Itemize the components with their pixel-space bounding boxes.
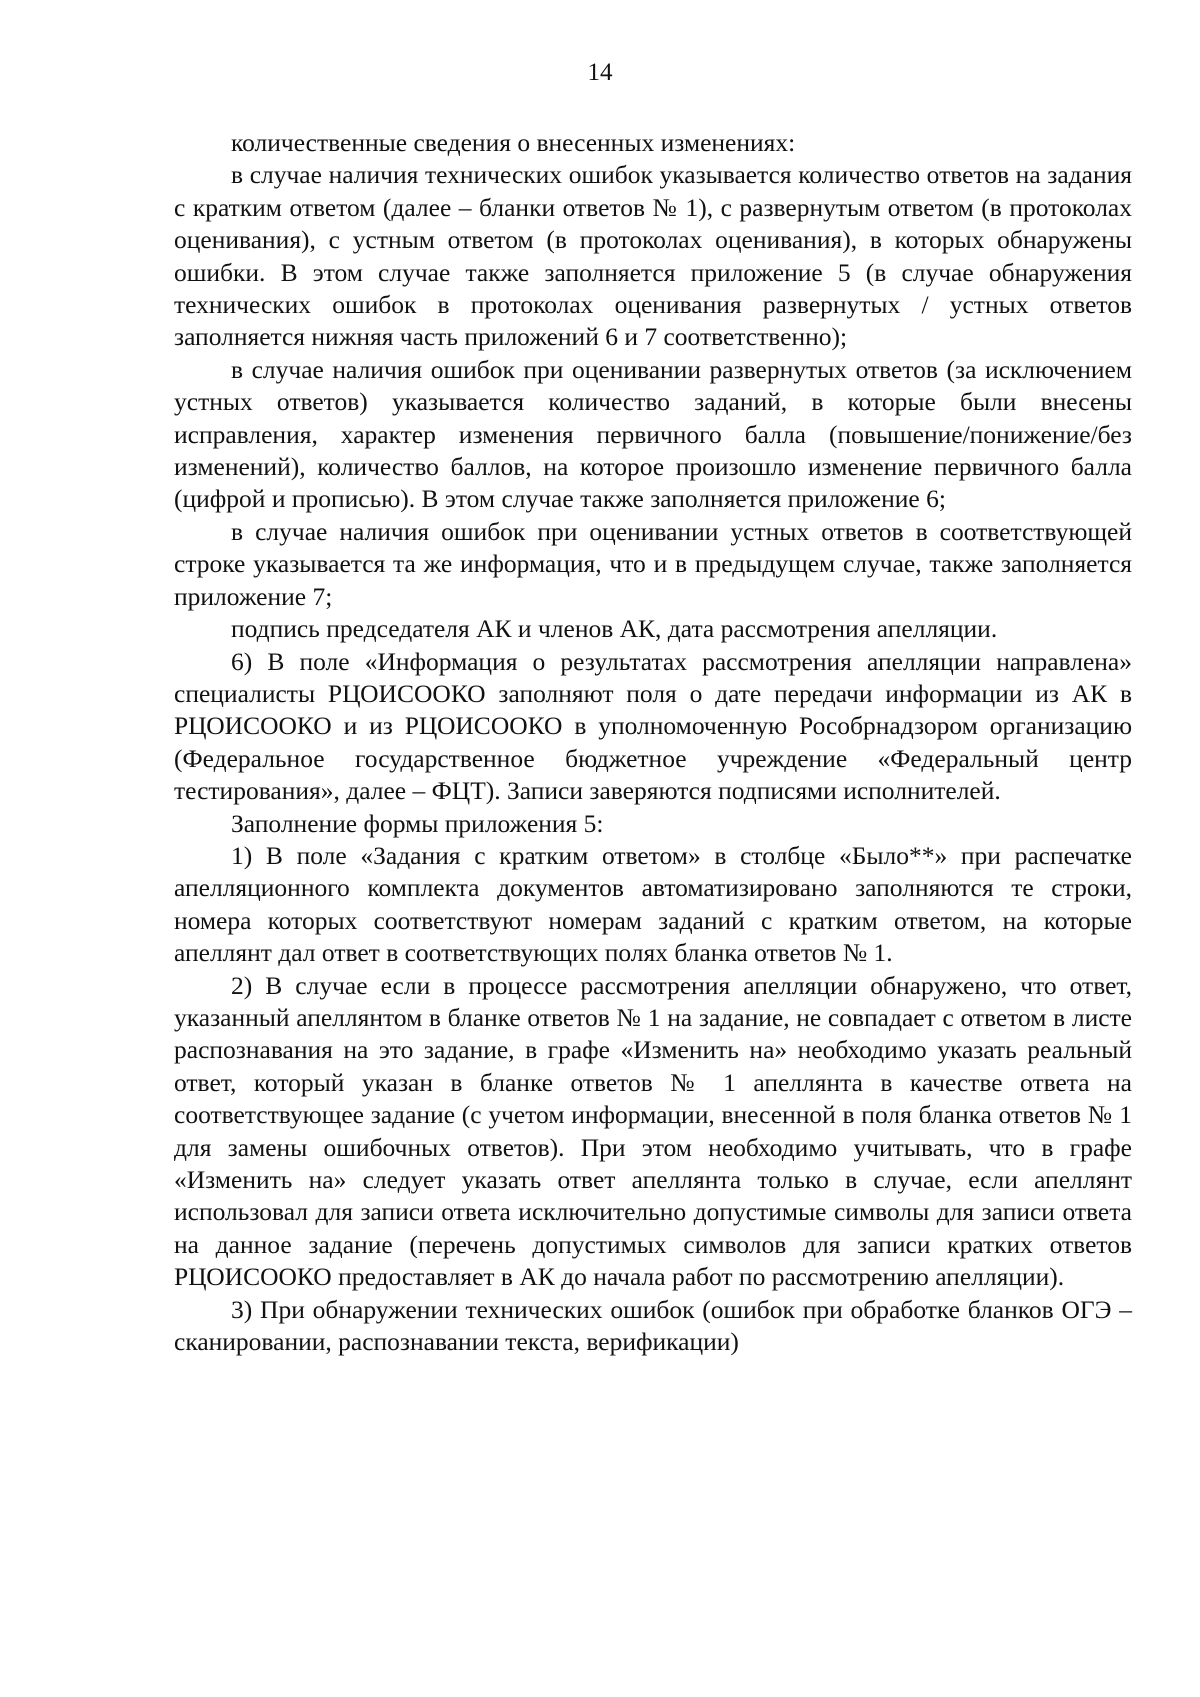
paragraph-appendix-5-heading: Заполнение формы приложения 5: xyxy=(231,808,604,838)
paragraph-item-6: 6) В поле «Информация о результатах рассмотрения апелляции направлена» специалисты РЦОИСООКО заполняют поля о дате передачи информации из АК в РЦОИСООКО и из РЦОИСООКО в уполномоченную Рособрнадзором организацию (Федеральное государственное бюджетное учреждение «Федеральный центр тестирования», далее – ФЦТ). Записи заверяются подписями исполнителей. xyxy=(174,646,1132,806)
paragraph-item-3: 3) При обнаружении технических ошибок (ошибок при обработке бланков ОГЭ – сканировании, распознавании текста, верификации) xyxy=(174,1294,1132,1357)
paragraph-extended-answer-errors: в случае наличия ошибок при оценивании развернутых ответов (за исключением устных ответов) указывается количество заданий, в которые были внесены исправления, характер изменения первичного балла (повышение/понижение/без изменений), количество баллов, на которое произошло изменение первичного балла (цифрой и прописью). В этом случае также заполняется приложение 6; xyxy=(174,354,1132,514)
paragraph-item-2: 2) В случае если в процессе рассмотрения апелляции обнаружено, что ответ, указанный апеллянтом в бланке ответов № 1 на задание, не совпадает с ответом в листе распознавания на это задание, в графе «Изменить на» необходимо указать реальный ответ, который указан в бланке ответов № 1 апеллянта в качестве ответа на соответствующее задание (с учетом информации, внесенной в поля бланка ответов № 1 для замены ошибочных ответов). При этом необходимо учитывать, что в графе «Изменить на» следует указать ответ апеллянта только в случае, если апеллянт использовал для записи ответа исключительно допустимые символы для записи ответа на данное задание (перечень допустимых символов для записи кратких ответов РЦОИСООКО предоставляет в АК до начала работ по рассмотрению апелляции). xyxy=(174,970,1132,1292)
paragraph-technical-errors: в случае наличия технических ошибок указывается количество ответов на задания с кратким ответом (далее – бланки ответов № 1), с развернутым ответом (в протоколах оценивания), с устным ответом (в протоколах оценивания), в которых обнаружены ошибки. В этом случае также заполняется приложение 5 (в случае обнаружения технических ошибок в протоколах оценивания развернутых / устных ответов заполняется нижняя часть приложений 6 и 7 соответственно); xyxy=(174,160,1132,352)
paragraph-oral-answer-errors: в случае наличия ошибок при оценивании устных ответов в соответствующей строке указывается та же информация, что и в предыдущем случае, также заполняется приложение 7; xyxy=(174,516,1132,611)
paragraph-item-1: 1) В поле «Задания с кратким ответом» в столбце «Было**» при распечатке апелляционного комплекта документов автоматизировано заполняются те строки, номера которых соответствуют номерам заданий с кратким ответом, на которые апеллянт дал ответ в соответствующих полях бланка ответов № 1. xyxy=(174,840,1132,968)
page-number: 14 xyxy=(587,59,613,86)
paragraph-signature: подпись председателя АК и членов АК, дата рассмотрения апелляции. xyxy=(231,614,998,644)
paragraph-summary-intro: количественные сведения о внесенных изменениях: xyxy=(231,128,796,157)
document-body xyxy=(174,127,1132,1358)
